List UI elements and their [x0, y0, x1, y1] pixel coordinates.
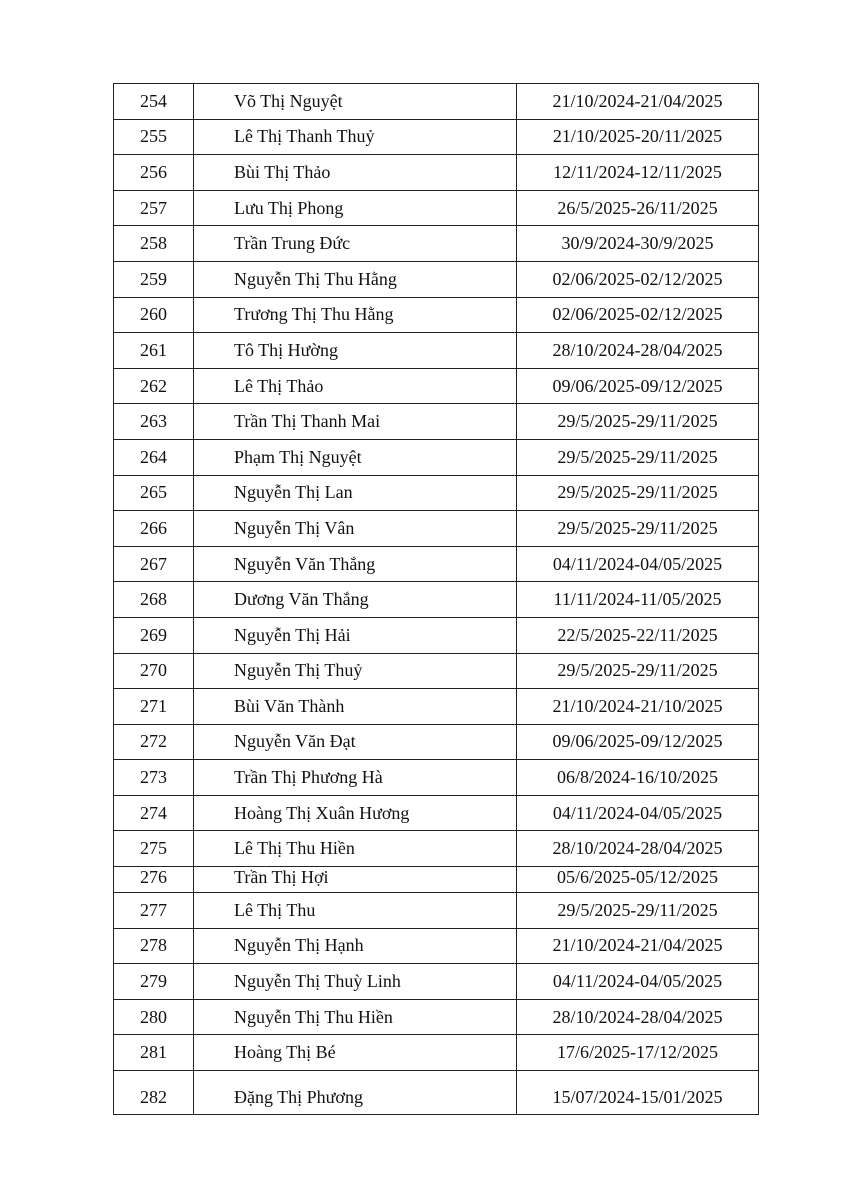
date-range-cell: 09/06/2025-09/12/2025: [517, 724, 759, 760]
row-number-cell: 277: [114, 893, 194, 929]
person-name-cell: Tô Thị Hường: [194, 333, 517, 369]
person-name-cell: Lê Thị Thu Hiền: [194, 831, 517, 867]
row-number-cell: 259: [114, 261, 194, 297]
person-name-cell: Nguyễn Thị Thuỳ Linh: [194, 964, 517, 1000]
row-number-cell: 282: [114, 1071, 194, 1115]
row-number-cell: 262: [114, 368, 194, 404]
row-number-cell: 280: [114, 999, 194, 1035]
date-range-cell: 29/5/2025-29/11/2025: [517, 439, 759, 475]
table-row: [114, 511, 759, 547]
table-row: [114, 261, 759, 297]
table-row: [114, 964, 759, 1000]
date-range-cell: 05/6/2025-05/12/2025: [517, 867, 759, 893]
person-name-cell: Bùi Thị Thảo: [194, 155, 517, 191]
row-number-cell: 276: [114, 867, 194, 893]
roster-body: [114, 84, 759, 1115]
row-number-cell: 272: [114, 724, 194, 760]
table-row: [114, 795, 759, 831]
date-range-cell: 06/8/2024-16/10/2025: [517, 760, 759, 796]
table-row: [114, 84, 759, 120]
date-range-cell: 29/5/2025-29/11/2025: [517, 893, 759, 929]
date-range-cell: 21/10/2024-21/04/2025: [517, 928, 759, 964]
date-range-cell: 21/10/2025-20/11/2025: [517, 119, 759, 155]
date-range-cell: 21/10/2024-21/10/2025: [517, 689, 759, 725]
row-number-cell: 271: [114, 689, 194, 725]
row-number-cell: 263: [114, 404, 194, 440]
person-name-cell: Nguyễn Thị Vân: [194, 511, 517, 547]
table-row: [114, 368, 759, 404]
row-number-cell: 264: [114, 439, 194, 475]
person-name-cell: Nguyễn Thị Thu Hiền: [194, 999, 517, 1035]
table-row: [114, 297, 759, 333]
table-row: [114, 760, 759, 796]
row-number-cell: 254: [114, 84, 194, 120]
table-row: [114, 1035, 759, 1071]
table-row: [114, 893, 759, 929]
person-name-cell: Võ Thị Nguyệt: [194, 84, 517, 120]
person-name-cell: Nguyễn Thị Lan: [194, 475, 517, 511]
person-name-cell: Lê Thị Thu: [194, 893, 517, 929]
person-name-cell: Nguyễn Thị Hạnh: [194, 928, 517, 964]
date-range-cell: 04/11/2024-04/05/2025: [517, 964, 759, 1000]
row-number-cell: 265: [114, 475, 194, 511]
table-row: [114, 928, 759, 964]
date-range-cell: 04/11/2024-04/05/2025: [517, 546, 759, 582]
person-name-cell: Nguyễn Thị Hải: [194, 617, 517, 653]
row-number-cell: 258: [114, 226, 194, 262]
table-row: [114, 155, 759, 191]
person-name-cell: Trần Thị Phương Hà: [194, 760, 517, 796]
table-row: [114, 1071, 759, 1115]
row-number-cell: 260: [114, 297, 194, 333]
row-number-cell: 281: [114, 1035, 194, 1071]
person-name-cell: Lê Thị Thảo: [194, 368, 517, 404]
date-range-cell: 30/9/2024-30/9/2025: [517, 226, 759, 262]
person-name-cell: Lưu Thị Phong: [194, 190, 517, 226]
person-name-cell: Hoàng Thị Bé: [194, 1035, 517, 1071]
date-range-cell: 12/11/2024-12/11/2025: [517, 155, 759, 191]
person-name-cell: Phạm Thị Nguyệt: [194, 439, 517, 475]
row-number-cell: 267: [114, 546, 194, 582]
table-row: [114, 617, 759, 653]
table-row: [114, 867, 759, 893]
date-range-cell: 09/06/2025-09/12/2025: [517, 368, 759, 404]
person-name-cell: Dương Văn Thắng: [194, 582, 517, 618]
date-range-cell: 28/10/2024-28/04/2025: [517, 333, 759, 369]
date-range-cell: 26/5/2025-26/11/2025: [517, 190, 759, 226]
date-range-cell: 28/10/2024-28/04/2025: [517, 999, 759, 1035]
person-name-cell: Nguyễn Thị Thu Hằng: [194, 261, 517, 297]
roster-table: [113, 83, 759, 1115]
person-name-cell: Trần Thị Hợi: [194, 867, 517, 893]
row-number-cell: 270: [114, 653, 194, 689]
table-row: [114, 724, 759, 760]
row-number-cell: 273: [114, 760, 194, 796]
table-row: [114, 475, 759, 511]
person-name-cell: Trần Thị Thanh Mai: [194, 404, 517, 440]
person-name-cell: Bùi Văn Thành: [194, 689, 517, 725]
person-name-cell: Hoàng Thị Xuân Hương: [194, 795, 517, 831]
row-number-cell: 256: [114, 155, 194, 191]
date-range-cell: 29/5/2025-29/11/2025: [517, 511, 759, 547]
row-number-cell: 279: [114, 964, 194, 1000]
date-range-cell: 28/10/2024-28/04/2025: [517, 831, 759, 867]
table-row: [114, 999, 759, 1035]
table-row: [114, 333, 759, 369]
table-row: [114, 119, 759, 155]
person-name-cell: Đặng Thị Phương: [194, 1071, 517, 1115]
table-row: [114, 546, 759, 582]
person-name-cell: Trần Trung Đức: [194, 226, 517, 262]
date-range-cell: 04/11/2024-04/05/2025: [517, 795, 759, 831]
row-number-cell: 266: [114, 511, 194, 547]
table-row: [114, 653, 759, 689]
row-number-cell: 261: [114, 333, 194, 369]
row-number-cell: 268: [114, 582, 194, 618]
person-name-cell: Trương Thị Thu Hằng: [194, 297, 517, 333]
person-name-cell: Nguyễn Văn Đạt: [194, 724, 517, 760]
date-range-cell: 29/5/2025-29/11/2025: [517, 475, 759, 511]
table-row: [114, 582, 759, 618]
person-name-cell: Nguyễn Văn Thắng: [194, 546, 517, 582]
table-row: [114, 190, 759, 226]
table-row: [114, 831, 759, 867]
date-range-cell: 02/06/2025-02/12/2025: [517, 261, 759, 297]
row-number-cell: 257: [114, 190, 194, 226]
date-range-cell: 29/5/2025-29/11/2025: [517, 404, 759, 440]
row-number-cell: 275: [114, 831, 194, 867]
date-range-cell: 21/10/2024-21/04/2025: [517, 84, 759, 120]
table-row: [114, 404, 759, 440]
date-range-cell: 02/06/2025-02/12/2025: [517, 297, 759, 333]
row-number-cell: 274: [114, 795, 194, 831]
row-number-cell: 255: [114, 119, 194, 155]
table-row: [114, 439, 759, 475]
date-range-cell: 29/5/2025-29/11/2025: [517, 653, 759, 689]
date-range-cell: 11/11/2024-11/05/2025: [517, 582, 759, 618]
date-range-cell: 15/07/2024-15/01/2025: [517, 1071, 759, 1115]
date-range-cell: 22/5/2025-22/11/2025: [517, 617, 759, 653]
table-row: [114, 689, 759, 725]
person-name-cell: Nguyễn Thị Thuỷ: [194, 653, 517, 689]
row-number-cell: 278: [114, 928, 194, 964]
row-number-cell: 269: [114, 617, 194, 653]
table-row: [114, 226, 759, 262]
date-range-cell: 17/6/2025-17/12/2025: [517, 1035, 759, 1071]
person-name-cell: Lê Thị Thanh Thuỷ: [194, 119, 517, 155]
